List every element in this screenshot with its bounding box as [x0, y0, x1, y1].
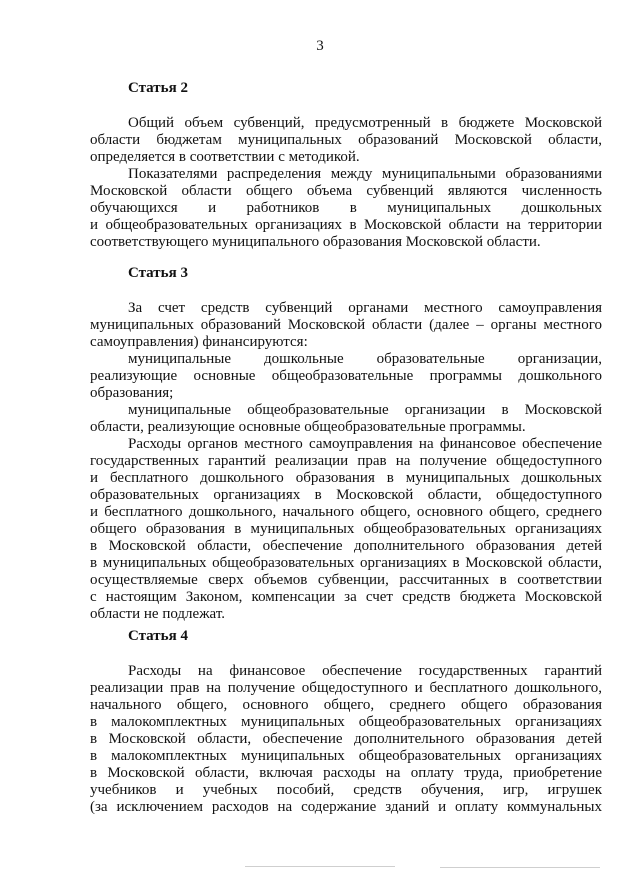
text-line: муниципальные дошкольные образовательные организации,	[128, 351, 602, 367]
text-line: и общеобразовательных организациях в Московской области на территории	[90, 217, 602, 233]
text-line: области, реализующие основные общеобразовательные программы.	[90, 419, 526, 435]
text-line: и бесплатного дошкольного образования в муниципальных дошкольных	[90, 470, 602, 486]
text-line: реализации прав на получение общедоступного и бесплатного дошкольного,	[90, 680, 602, 696]
scan-artifact	[245, 866, 395, 867]
text-line: обучающихся и работников в муниципальных дошкольных	[90, 200, 602, 216]
text-line: учебников и учебных пособий, средств обучения, игр, игрушек	[90, 782, 602, 798]
text-line: Московской области общего объема субвенций являются численность	[90, 183, 602, 199]
text-line: общего образования в муниципальных общеобразовательных организациях	[90, 521, 602, 537]
text-line: реализующие основные общеобразовательные программы дошкольного	[90, 368, 602, 384]
text-line: муниципальных образований Московской области (далее – органы местного	[90, 317, 602, 333]
text-line: в малокомплектных муниципальных общеобразовательных организациях	[90, 714, 602, 730]
text-line: в Московской области, включая расходы на оплату труда, приобретение	[90, 765, 602, 781]
text-line: Расходы на финансовое обеспечение государственных гарантий	[128, 663, 602, 679]
text-line: образовательных организациях в Московской области, общедоступного	[90, 487, 602, 503]
text-line: в Московской области, обеспечение дополнительного образования детей	[90, 538, 602, 554]
text-line: области не подлежат.	[90, 606, 226, 622]
text-line: в муниципальных общеобразовательных организациях в Московской области,	[90, 555, 602, 571]
text-line: области бюджетам муниципальных образований Московской области,	[90, 132, 602, 148]
text-line: начального общего, основного общего, среднего общего образования	[90, 697, 602, 713]
text-line: самоуправления) финансируются:	[90, 334, 308, 350]
text-line: государственных гарантий реализации прав на получение общедоступного	[90, 453, 602, 469]
text-line: в малокомплектных муниципальных общеобразовательных организациях	[90, 748, 602, 764]
text-line: определяется в соответствии с методикой.	[90, 149, 360, 165]
article-3-heading: Статья 3	[128, 265, 188, 281]
article-4-heading: Статья 4	[128, 628, 188, 644]
article-2-heading: Статья 2	[128, 80, 188, 96]
text-line: соответствующего муниципального образования Московской области.	[90, 234, 541, 250]
text-line: Общий объем субвенций, предусмотренный в бюджете Московской	[128, 115, 602, 131]
text-line: Показателями распределения между муниципальными образованиями	[128, 166, 602, 182]
text-line: образования;	[90, 385, 174, 401]
text-line: (за исключением расходов на содержание зданий и оплату коммунальных	[90, 799, 602, 815]
text-line: За счет средств субвенций органами местного самоуправления	[128, 300, 602, 316]
text-line: с настоящим Законом, компенсации за счет средств бюджета Московской	[90, 589, 602, 605]
text-line: осуществляемые сверх объемов субвенции, рассчитанных в соответствии	[90, 572, 602, 588]
page-number: 3	[316, 38, 324, 54]
text-line: муниципальные общеобразовательные организации в Московской	[128, 402, 602, 418]
scan-artifact	[440, 867, 600, 868]
text-line: в Московской области, обеспечение дополнительного образования детей	[90, 731, 602, 747]
text-line: Расходы органов местного самоуправления на финансовое обеспечение	[128, 436, 602, 452]
text-line: и бесплатного дошкольного, начального общего, основного общего, среднего	[90, 504, 602, 520]
